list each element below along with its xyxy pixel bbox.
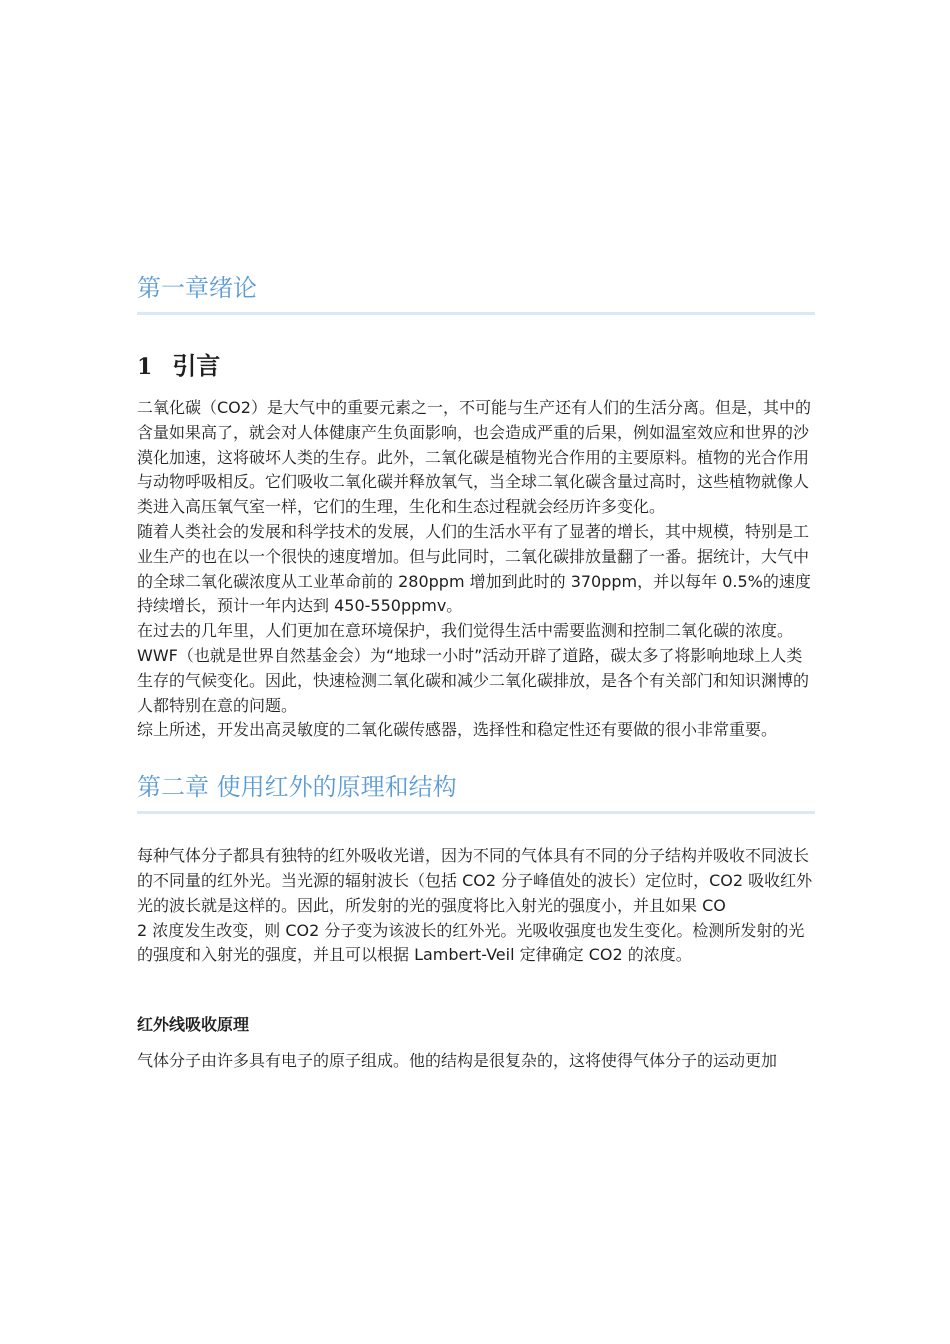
section-1-heading [137,349,815,384]
principle-paragraph-2: 2 浓度发生改变，则 CO2 分子变为该波长的红外光。光吸收强度也发生变化。检测所发射的光的强度和入射光的强度，并且可以根据 Lambert-Veil 定律确定 CO2 的浓度。 [137,920,805,965]
document-body [137,268,815,1074]
intro-paragraph-4: 综上所述，开发出高灵敏度的二氧化碳传感器，选择性和稳定性还有要做的很小非常重要。 [137,720,778,740]
section-number: 1 [137,354,153,380]
section-title-text: 引言 [172,352,221,380]
subsection-paragraph: 气体分子由许多具有电子的原子组成。他的结构是很复杂的，这将使得气体分子的运动更加 [137,1051,778,1071]
principle-paragraph-1: 每种气体分子都具有独特的红外吸收光谱，因为不同的气体具有不同的分子结构并吸收不同波长的不同量的红外光。当光源的辐射波长（包括 CO2 分子峰值处的波长）定位时，CO2 吸收红外光的波长就是这样的。因此，所发射的光的强度将比入射光的强度小，并且如果 CO [137,846,813,915]
intro-paragraph-1: 二氧化碳（CO2）是大气中的重要元素之一，不可能与生产还有人们的生活分离。但是，其中的含量如果高了，就会对人体健康产生负面影响，也会造成严重的后果，例如温室效应和世界的沙漠化加速，这将破坏人类的生存。此外，二氧化碳是植物光合作用的主要原料。植物的光合作用与动物呼吸相反。它们吸收二氧化碳并释放氧气，当全球二氧化碳含量过高时，这些植物就像人类进入高压氧气室一样，它们的生理，生化和生态过程就会经历许多变化。 [137,398,811,517]
chapter-2-heading: 第二章 使用红外的原理和结构 [137,767,815,814]
chapter-2-body [137,844,815,968]
subsection-heading: 红外线吸收原理 [137,1015,250,1035]
intro-paragraph-2: 随着人类社会的发展和科学技术的发展，人们的生活水平有了显著的增长，其中规模，特别是工业生产的也在以一个很快的速度增加。但与此同时，二氧化碳排放量翻了一番。据统计，大气中的全球二氧化碳浓度从工业革命前的 280ppm 增加到此时的 370ppm，并以每年 0.5%的速度持续增长，预计一年内达到 450-550ppmv。 [137,521,811,616]
intro-paragraph-3: 在过去的几年里，人们更加在意环境保护，我们觉得生活中需要监测和控制二氧化碳的浓度。WWF（也就是世界自然基金会）为“地球一小时”活动开辟了道路，碳太多了将影响地球上人类生存的气候变化。因此，快速检测二氧化碳和减少二氧化碳排放，是各个有关部门和知识渊博的人都特别在意的问题。 [137,621,810,715]
chapter-1-heading: 第一章绪论 [137,268,815,315]
